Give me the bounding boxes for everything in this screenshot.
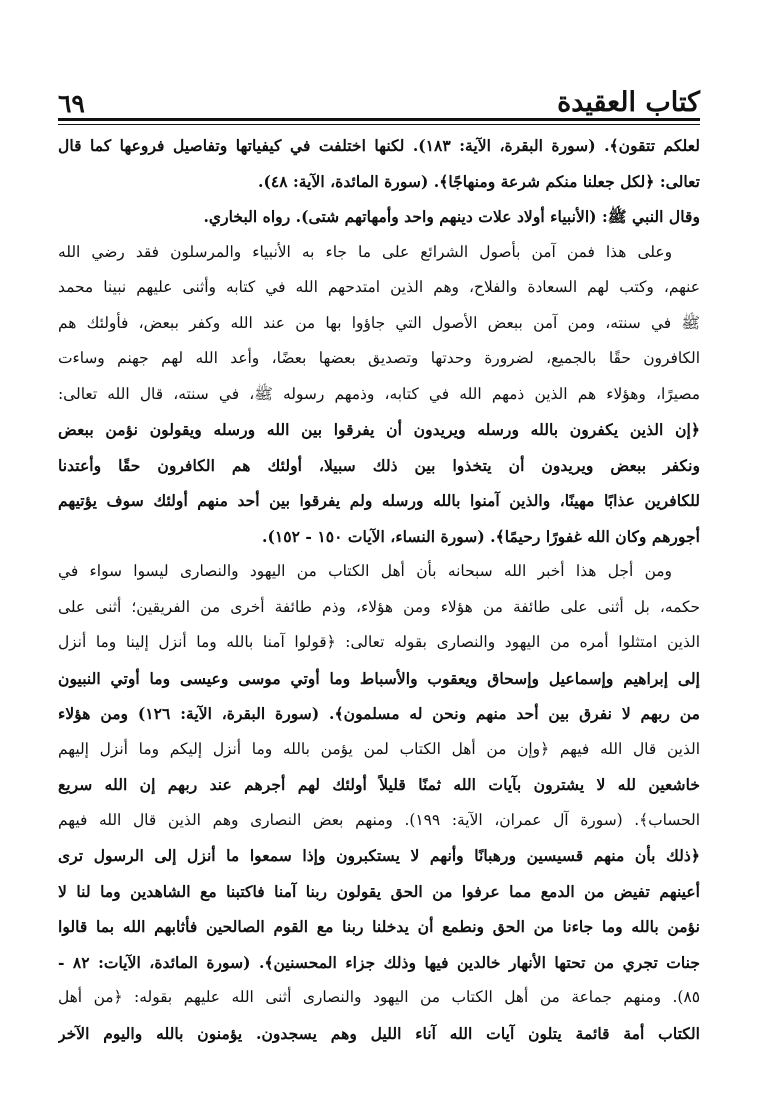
text-line-19: خاشعين لله لا يشترون بآيات الله ثمنًا قليلاً أولئك لهم أجرهم عند ربهم إن الله سريع	[58, 775, 700, 794]
text-line-12: أجورهم وكان الله غفورًا رحيمًا﴾. (سورة النساء، الآيات ١٥٠ - ١٥٢).	[262, 526, 700, 546]
text-line-21: ﴿ذلك بأن منهم قسيسين ورهبانًا وأنهم لا يستكبرون وإذا سمعوا ما أنزل إلى الرسول ترى	[58, 846, 700, 865]
text-line-4: وعلى هذا فمن آمن بأصول الشرائع على ما جاء به الأنبياء والمرسلون فقد رضي الله	[58, 242, 672, 261]
text-line-1: لعلكم تتقون﴾. (سورة البقرة، الآية: ١٨٣). لكنها اختلفت في كيفياتها وتفاصيل فروعها كما قال	[58, 136, 700, 155]
page-body	[58, 128, 700, 1051]
text-line-7: الكافرون حقًا بالجميع، لضرورة وحدتها وتصديق بعضها بعضًا، وأعد الله لهم جهنم وساءت	[58, 349, 700, 367]
text-line-20: الحساب﴾. (سورة آل عمران، الآية: ١٩٩). ومنهم بعض النصارى وهم الذين قال الله فيهم	[58, 810, 700, 829]
text-line-14: حكمه، بل أثنى على طائفة من هؤلاء ومن هؤلاء، وذم طائفة أخرى من الفريقين؛ أثنى على	[58, 597, 700, 616]
text-line-8: مصيرًا، وهؤلاء هم الذين ذمهم الله في كتابه، وذمهم رسوله ﷺ، في سنته، قال الله تعالى:	[58, 384, 700, 403]
text-line-25: ٨٥). ومنهم جماعة من أهل الكتاب من اليهود والنصارى أثنى الله عليهم بقوله: ﴿من أهل	[58, 988, 700, 1006]
text-line-9: ﴿إن الذين يكفرون بالله ورسله ويريدون أن يفرقوا بين الله ورسله ويقولون نؤمن ببعض	[58, 420, 700, 439]
text-line-6: ﷺ في سنته، ومن آمن ببعض الأصول التي جاؤوا بها من عند الله وكفر ببعض، فأولئك هم	[58, 313, 700, 332]
text-line-11: للكافرين عذابًا مهينًا، والذين آمنوا بالله ورسله ولم يفرقوا بين أحد منهم أولئك سوف يؤتيهم	[58, 491, 700, 510]
text-line-24: جنات تجري من تحتها الأنهار خالدين فيها وذلك جزاء المحسنين﴾. (سورة المائدة، الآيات: ٨٢ -	[58, 952, 700, 972]
text-line-17: من ربهم لا نفرق بين أحد منهم ونحن له مسلمون﴾. (سورة البقرة، الآية: ١٢٦) ومن هؤلاء	[58, 704, 700, 723]
text-line-18: الذين قال الله فيهم ﴿وإن من أهل الكتاب لمن يؤمن بالله وما أنزل إليكم وما أنزل إليهم	[58, 739, 700, 758]
text-line-23: نؤمن بالله وما جاءنا من الحق ونطمع أن يدخلنا ربنا مع القوم الصالحين فأثابهم الله بما قالوا	[58, 917, 700, 936]
text-line-5: عنهم، وكتب لهم السعادة والفلاح، وهم الذين امتدحهم الله في كتابه وأثنى عليهم نبينا محمد	[58, 278, 700, 296]
text-line-15: الذين امتثلوا أمره من اليهود والنصارى بقوله تعالى: ﴿قولوا آمنا بالله وما أنزل إلينا وما أنزل	[58, 633, 700, 651]
text-line-2: تعالى: ﴿لكل جعلنا منكم شرعة ومنهاجًا﴾. (سورة المائدة، الآية: ٤٨).	[258, 171, 700, 191]
book-title: كتاب العقيدة	[557, 87, 700, 118]
header-rule-thin	[58, 124, 700, 125]
header-rule-thick	[58, 118, 700, 121]
text-line-13: ومن أجل هذا أخبر الله سبحانه بأن أهل الكتاب من اليهود والنصارى ليسوا سواء في	[58, 562, 672, 580]
text-line-26: الكتاب أمة قائمة يتلون آيات الله آناء الليل وهم يسجدون. يؤمنون بالله واليوم الآخر	[58, 1023, 700, 1043]
page-number: ٦٩	[58, 89, 85, 118]
text-line-22: أعينهم تفيض من الدمع مما عرفوا من الحق يقولون ربنا آمنا فاكتبنا مع الشاهدين وما لنا لا	[58, 881, 700, 901]
page-header	[58, 72, 700, 116]
text-line-16: إلى إبراهيم وإسماعيل وإسحاق ويعقوب والأسباط وما أوتي موسى وعيسى وما أوتي النبيون	[58, 668, 700, 688]
text-line-3: وقال النبي ﷺ: (الأنبياء أولاد علات دينهم واحد وأمهاتهم شتى). رواه البخاري.	[203, 207, 700, 226]
text-line-10: ونكفر ببعض ويريدون أن يتخذوا بين ذلك سبيلا، أولئك هم الكافرون حقًا وأعتدنا	[58, 455, 700, 475]
